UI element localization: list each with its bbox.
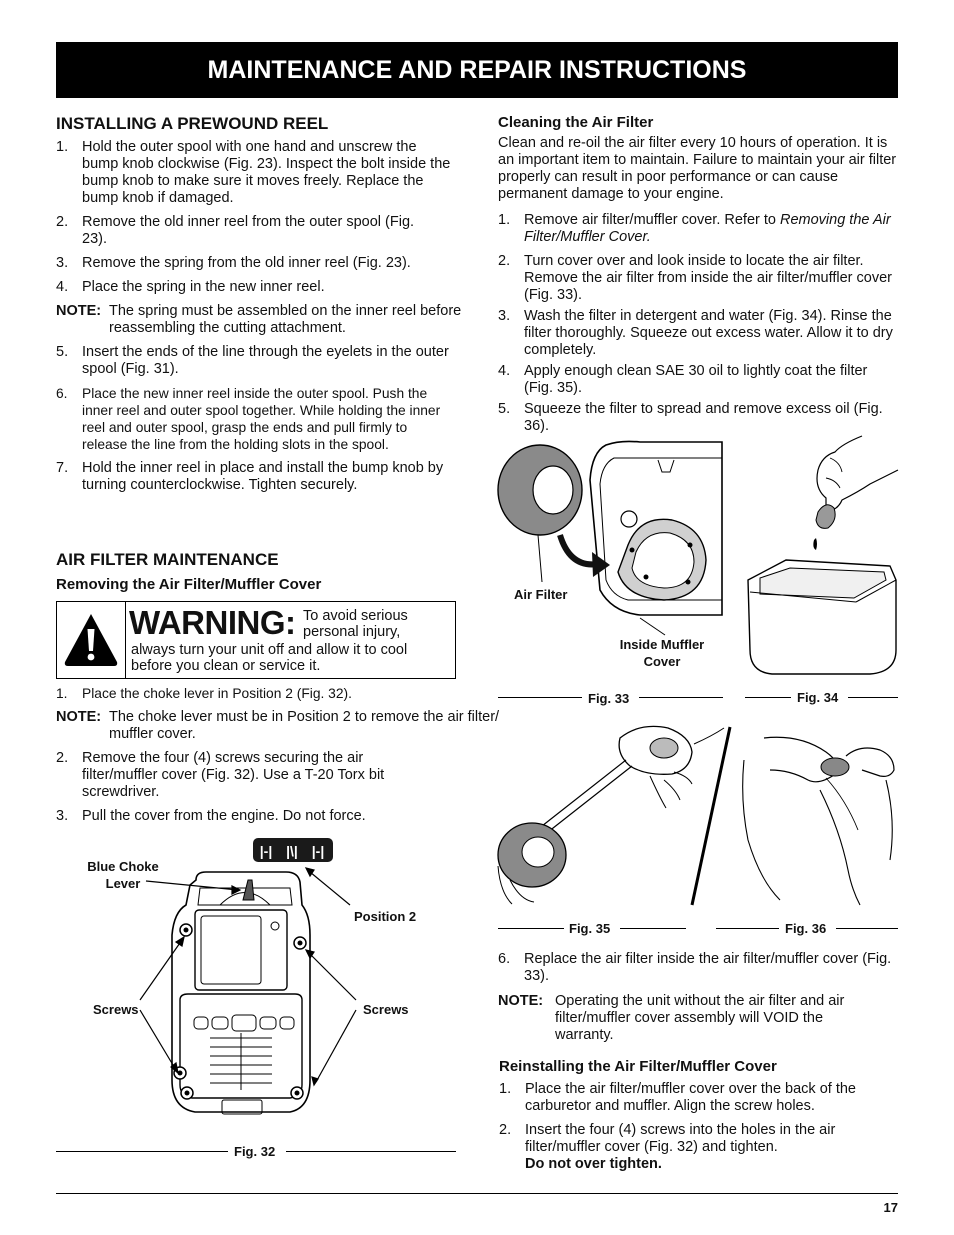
footer-rule xyxy=(56,1193,898,1194)
list-item: 4. Apply enough clean SAE 30 oil to lightly coat the filter (Fig. 35). xyxy=(498,363,868,396)
page-number: 17 xyxy=(883,1200,898,1215)
airfilter-heading: AIR FILTER MAINTENANCE xyxy=(56,550,279,569)
caption-rule xyxy=(498,928,564,929)
caption-rule xyxy=(498,697,582,698)
reinstall-section xyxy=(499,1058,899,1173)
label-screws-left: Screws xyxy=(93,1002,139,1017)
caption-rule xyxy=(716,928,779,929)
warning-word: WARNING: xyxy=(129,604,296,641)
leader-line xyxy=(640,618,665,635)
list-item: 2. Remove the old inner reel from the outer spool (Fig. 23). xyxy=(56,214,415,247)
reinstall-heading: Reinstalling the Air Filter/Muffler Cover xyxy=(499,1058,777,1075)
label-choke-lever: Blue Choke Lever xyxy=(87,859,159,891)
cover-notch xyxy=(658,460,674,472)
page-title: MAINTENANCE AND REPAIR INSTRUCTIONS xyxy=(207,56,747,84)
label-air-filter: Air Filter xyxy=(514,587,568,602)
note: NOTE: Operating the unit without the air filter and air filter/muffler cover assembly will VOID the warranty. xyxy=(498,993,845,1043)
list-item: 5. Insert the ends of the line through the eyelets in the outer spool (Fig. 31). xyxy=(56,344,449,377)
list-item: 6. Place the new inner reel inside the outer spool. Push the inner reel and outer spool together. While holding the inner reel and outer spool, grasp the ends and pull firmly to release the line from the holding slots in the spool. xyxy=(56,386,441,452)
fig35-caption: Fig. 35 xyxy=(569,921,611,936)
install-arrow xyxy=(560,535,598,564)
note: NOTE: The spring must be assembled on the inner reel before reassembling the cutting attachment. xyxy=(56,303,462,336)
fig34-drawing xyxy=(748,436,898,674)
cleaning-heading: Cleaning the Air Filter xyxy=(498,114,654,131)
caption-rule xyxy=(639,697,723,698)
warning-text: To avoid serious personal injury, xyxy=(303,608,408,640)
filter-seat xyxy=(618,519,706,600)
choke-glyph: |\| xyxy=(286,843,298,859)
caption-rule xyxy=(620,928,686,929)
choke-glyph: |-| xyxy=(311,843,325,859)
caption-rule xyxy=(848,697,898,698)
figure-divider xyxy=(692,727,730,905)
list-item: 1. Place the choke lever in Position 2 (Fig. 32). xyxy=(56,686,352,701)
fig33-caption: Fig. 33 xyxy=(588,691,630,706)
cleaning-intro: Clean and re-oil the air filter every 10 hours of operation. It is an important item to maintain. Failure to maintain your air filter properly can result in poor performance or can cause permanent damage to your engine. xyxy=(498,135,897,202)
list-item: 7. Hold the inner reel in place and install the bump knob by turning counterclockwise. Tighten securely. xyxy=(56,460,444,493)
reinstall-steps xyxy=(499,1081,899,1173)
choke-glyph: |-| xyxy=(259,843,273,859)
leader-line xyxy=(538,535,542,582)
caption-rule xyxy=(836,928,898,929)
list-item: 4. Place the spring in the new inner reel. xyxy=(56,279,325,295)
cleaning-step-6 xyxy=(498,951,898,1044)
list-item: 2. Remove the four (4) screws securing the air filter/muffler cover (Fig. 32). Use a T-20 Torx bit screwdriver. xyxy=(56,750,385,800)
fig35-drawing xyxy=(498,726,724,904)
caption-rule xyxy=(745,697,791,698)
install-arrow-head xyxy=(592,552,610,577)
list-item: 3. Wash the filter in detergent and water (Fig. 34). Rinse the filter thoroughly. Squeeze out excess water. Allow it to dry completely. xyxy=(498,308,893,358)
label-position-2: Position 2 xyxy=(354,909,417,924)
list-item: 3. Remove the spring from the old inner reel (Fig. 23). xyxy=(56,255,411,271)
bold-warning-line: Do not over tighten. xyxy=(525,1156,662,1172)
list-item: 2. Turn cover over and look inside to locate the air filter. Remove the air filter from inside the air filter/muffler cover (Fig. 33). xyxy=(498,253,893,303)
reel-heading: INSTALLING A PREWOUND REEL xyxy=(56,114,329,133)
removing-heading: Removing the Air Filter/Muffler Cover xyxy=(56,576,322,593)
air-filter-ring xyxy=(498,445,582,535)
fig34-caption: Fig. 34 xyxy=(797,690,839,705)
list-item: 5. Squeeze the filter to spread and remove excess oil (Fig. 36). xyxy=(498,401,883,434)
list-item: 3. Pull the cover from the engine. Do not force. xyxy=(56,808,366,824)
note: NOTE: The choke lever must be in Position 2 to remove the air filter/ muffler cover. xyxy=(56,709,500,742)
warning-text: always turn your unit off and allow it to cool before you clean or service it. xyxy=(131,642,408,674)
list-item: 2. Insert the four (4) screws into the holes in the air filter/muffler cover (Fig. 32) and tighten. Do not over tighten. xyxy=(499,1122,836,1172)
label-inside-muffler-cover: Inside Muffler Cover xyxy=(619,637,705,669)
list-item: 6. Replace the air filter inside the air filter/muffler cover (Fig. 33). xyxy=(498,951,892,984)
list-item: 1. Hold the outer spool with one hand and unscrew the bump knob clockwise (Fig. 23). Inspect the bolt inside the bump knob to make sure it moves freely. Replace the bump knob if damaged. xyxy=(56,139,451,206)
label-screws-right: Screws xyxy=(363,1002,409,1017)
list-item: 1. Place the air filter/muffler cover over the back of the carburetor and muffler. Align the screw holes. xyxy=(499,1081,856,1114)
fig32-caption: Fig. 32 xyxy=(234,1144,276,1159)
cover-hole xyxy=(621,511,637,527)
fig36-drawing xyxy=(743,737,894,905)
list-item: 1. Remove air filter/muffler cover. Refer to Removing the Air Filter/Muffler Cover. xyxy=(498,212,891,245)
fig36-caption: Fig. 36 xyxy=(785,921,827,936)
